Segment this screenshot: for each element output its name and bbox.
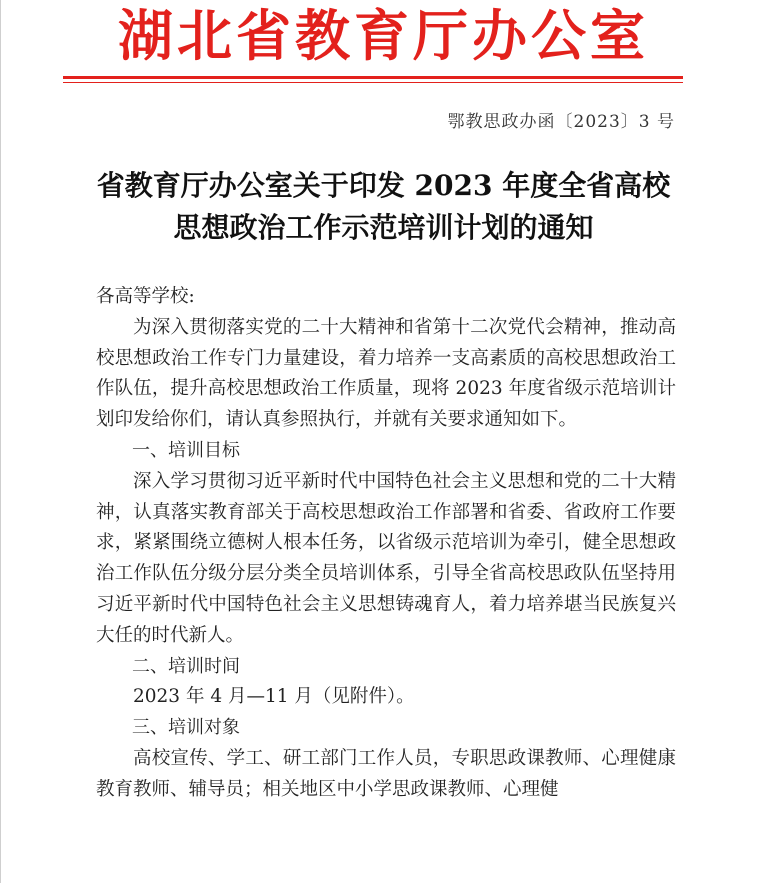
notice-title-line1: 省教育厅办公室关于印发 2023 年度全省高校 — [96, 169, 671, 202]
red-divider-thick — [63, 76, 683, 79]
document-number: 鄂教思政办函〔2023〕3 号 — [447, 112, 675, 132]
notice-title — [1, 165, 765, 249]
org-header-title: 湖北省教育厅办公室 — [117, 4, 649, 68]
salutation: 各高等学校: — [96, 286, 195, 307]
objectives-paragraph: 深入学习贯彻习近平新时代中国特色社会主义思想和党的二十大精神，认真落实教育部关于高校思想政治工作部署和省委、省政府工作要求，紧紧围绕立德树人根本任务，以省级示范培训为牵引，健全思想政治工作队伍分级分层分类全员培训体系，引导全省高校思政队伍坚持用习近平新时代中国特色社会主义思想铸魂育人，着力培养堪当民族复兴大任的时代新人。 — [96, 470, 676, 646]
participants-paragraph: 高校宣传、学工、研工部门工作人员，专职思政课教师、心理健康教育教师、辅导员；相关地区中小学思政课教师、心理健 — [96, 747, 676, 800]
section-heading-objectives: 一、培训目标 — [132, 439, 240, 461]
notice-body — [96, 282, 676, 806]
notice-title-line2: 思想政治工作示范培训计划的通知 — [173, 211, 594, 244]
red-divider-thin — [63, 82, 683, 83]
time-paragraph: 2023 年 4 月—11 月（见附件）。 — [133, 686, 415, 708]
section-heading-time: 二、培训时间 — [132, 655, 240, 677]
intro-paragraph: 为深入贯彻落实党的二十大精神和省第十二次党代会精神，推动高校思想政治工作专门力量建设，着力培养一支高素质的高校思想政治工作队伍，提升高校思想政治工作质量，现将 2023 年度省级示范培训计划印发给你们，请认真参照执行，并就有关要求通知如下。 — [96, 316, 676, 431]
section-heading-participants: 三、培训对象 — [132, 717, 240, 739]
